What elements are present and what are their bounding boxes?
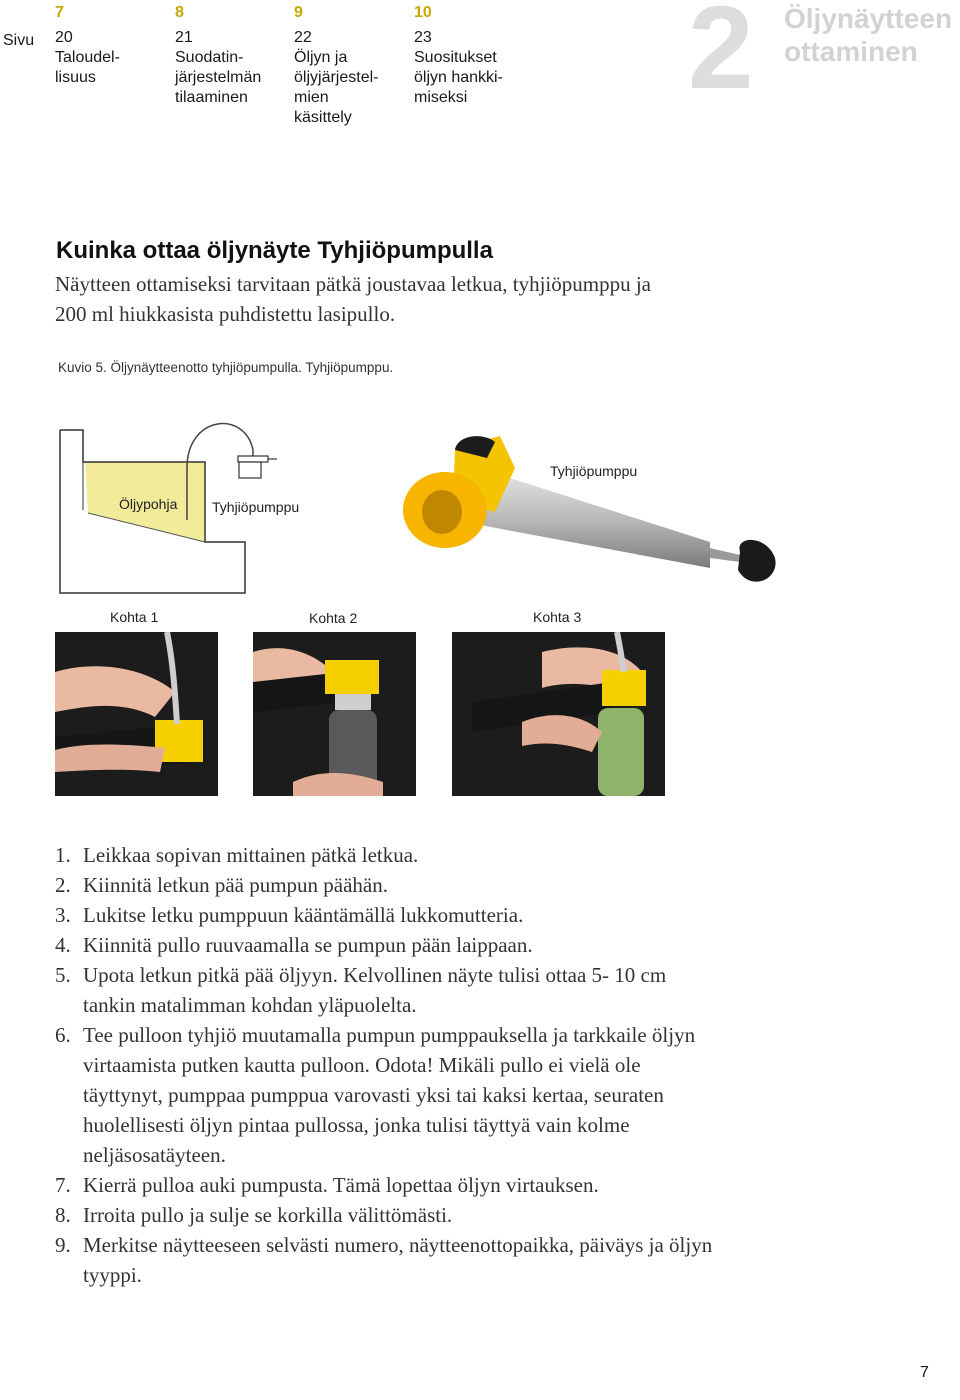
step-number: 1.: [55, 843, 71, 867]
nav-item-suositukset[interactable]: [414, 4, 524, 108]
nav-item-taloudellisuus[interactable]: [55, 4, 165, 88]
nav-title: Taloudel- lisuus: [55, 49, 120, 86]
oil-sump-label: Öljypohja: [119, 496, 178, 512]
step-item: [55, 960, 715, 1020]
step-number: 4.: [55, 933, 71, 957]
step-item: [55, 930, 715, 960]
pump-knob: [738, 540, 776, 582]
section-heading: Kuinka ottaa öljynäyte Tyhjiöpumpulla: [56, 237, 493, 264]
nav-chapter-number: 8: [175, 4, 184, 21]
nav-title: Öljyn ja öljyjärjestel- mien käsittely: [294, 49, 379, 126]
nav-chapter-number: 7: [55, 4, 64, 21]
figure-caption: Kuvio 5. Öljynäytteenotto tyhjiöpumpulla. Tyhjiöpumppu.: [58, 360, 394, 375]
step-text: Irroita pullo ja sulje se korkilla välittömästi.: [83, 1203, 453, 1227]
pump-diagram-label: Tyhjiöpumppu: [212, 499, 300, 515]
step-item: [55, 1170, 715, 1200]
photo-3-illustration: [452, 632, 665, 796]
pump-flange-hole: [422, 490, 462, 534]
pump-cap: [238, 456, 268, 462]
step-number: 3.: [55, 903, 71, 927]
current-chapter-title: Öljynäytteen ottaminen: [784, 3, 953, 67]
step-number: 7.: [55, 1173, 71, 1197]
pump-rod: [710, 548, 740, 562]
step-item: [55, 870, 715, 900]
step-text: Lukitse letku pumppuun kääntämällä lukkomutteria.: [83, 903, 524, 927]
nav-chapter-number: 10: [414, 4, 432, 21]
pump-cylinder: [480, 470, 710, 568]
step-item: [55, 1200, 715, 1230]
step-photo-3: [452, 632, 665, 796]
nav-page-number: 23: [414, 29, 432, 46]
nav-title: Suodatin- järjestelmän tilaaminen: [175, 49, 262, 106]
instruction-steps: [55, 840, 715, 1290]
step-item: [55, 840, 715, 870]
step-text: Kiinnitä letkun pää pumpun päähän.: [83, 873, 389, 897]
photo-label-3: Kohta 3: [533, 609, 582, 625]
step-photo-1: [55, 632, 218, 796]
step-number: 2.: [55, 873, 71, 897]
step-text: Merkitse näytteeseen selvästi numero, näytteenottopaikka, päiväys ja öljyn tyyppi.: [83, 1233, 713, 1287]
nav-item-suodatinjarjestelma[interactable]: [175, 4, 285, 108]
step-text: Kiinnitä pullo ruuvaamalla se pumpun pään laippaan.: [83, 933, 533, 957]
photo-2-illustration: [253, 632, 416, 796]
step-item: [55, 900, 715, 930]
nav-title: Suositukset öljyn hankki- miseksi: [414, 49, 503, 106]
vacuum-pump-illustration: [395, 430, 795, 600]
nav-chapter-number: 9: [294, 4, 303, 21]
step-text: Upota letkun pitkä pää öljyyn. Kelvollinen näyte tulisi ottaa 5- 10 cm tankin matalimman kohdan yläpuolelta.: [83, 963, 667, 1017]
step-photo-2: [253, 632, 416, 796]
photo-label-2: Kohta 2: [309, 610, 358, 626]
step-text: Tee pulloon tyhjiö muutamalla pumpun pumppauksella ja tarkkaile öljyn virtaamista putken kautta pulloon. Odota! Mikäli pullo ei vielä ole täyttynyt, pumppaa pumppua varovasti yksi tai kaksi kertaa, seuraten huolellisesti öljyn pintaa pullossa, jonka tulisi täyttyä vain kolme neljäsosatäyteen.: [83, 1023, 696, 1167]
step-number: 5.: [55, 963, 71, 987]
step-number: 6.: [55, 1023, 71, 1047]
section-intro: Näytteen ottamiseksi tarvitaan pätkä joustavaa letkua, tyhjiöpumppu ja 200 ml hiukkasista puhdistettu lasipullo.: [55, 272, 651, 326]
pump-photo-label: Tyhjiöpumppu: [550, 463, 638, 479]
step-number: 9.: [55, 1233, 71, 1257]
step-text: Leikkaa sopivan mittainen pätkä letkua.: [83, 843, 419, 867]
nav-page-number: 21: [175, 29, 193, 46]
nav-item-oljyn-kasittely[interactable]: [294, 4, 404, 128]
step-number: 8.: [55, 1203, 71, 1227]
nav-page-number: 22: [294, 29, 312, 46]
nav-page-number: 20: [55, 29, 73, 46]
page-number: 7: [920, 1364, 929, 1381]
photo-1-illustration: [55, 632, 218, 796]
step-item: [55, 1020, 715, 1170]
current-chapter-number: 2: [688, 0, 754, 114]
page-nav-label: Sivu: [3, 32, 35, 49]
step-text: Kierrä pulloa auki pumpusta. Tämä lopettaa öljyn virtauksen.: [83, 1173, 599, 1197]
photo-label-1: Kohta 1: [110, 609, 159, 625]
step-item: [55, 1230, 715, 1290]
sample-bottle: [239, 462, 261, 478]
